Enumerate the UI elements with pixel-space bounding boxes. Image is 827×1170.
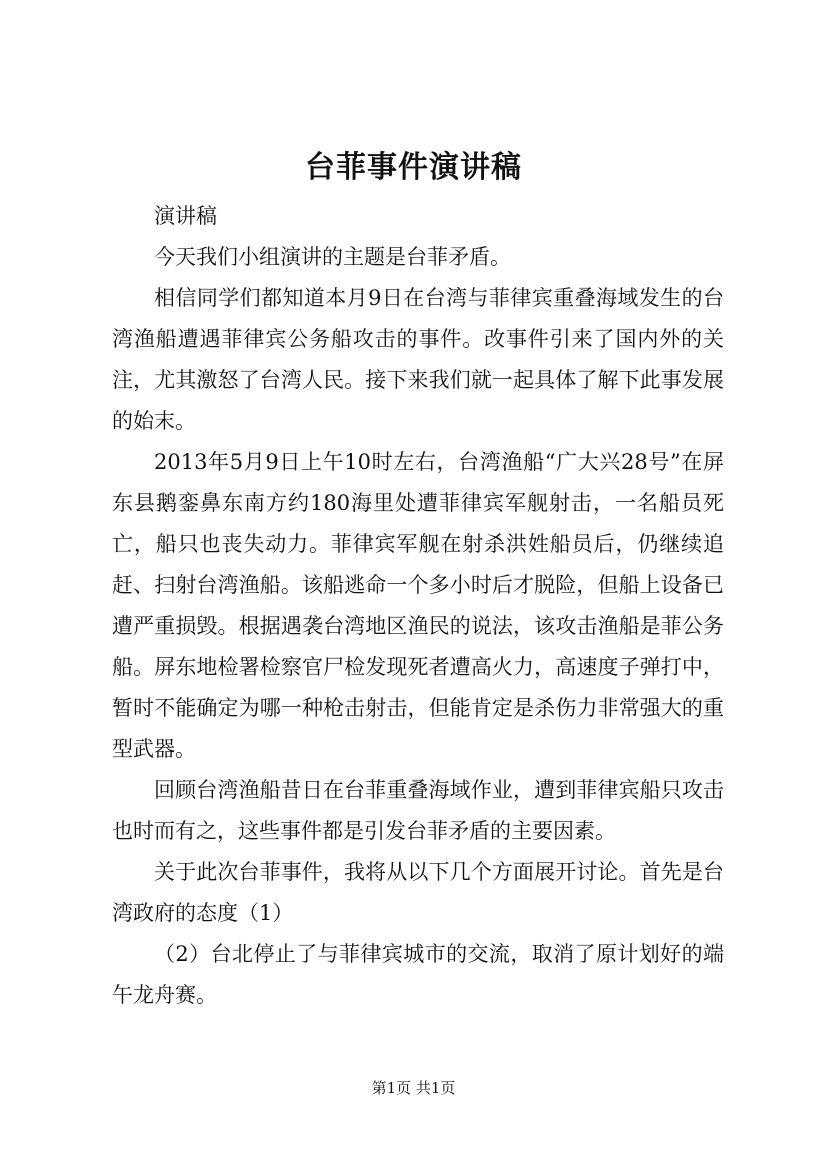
document-title: 台菲事件演讲稿 [305,150,522,185]
paragraph-intro-label: 演讲稿 [154,204,217,228]
paragraph-history: 回顾台湾渔船昔日在台菲重叠海域作业，遭到菲律宾船只攻击也时而有之，这些事件都是引发台菲矛盾的主要因素。 [112,778,724,843]
paragraph-point-2: （2）台北停止了与菲律宾城市的交流，取消了原计划好的端午龙舟赛。 [112,942,724,1007]
document-body [112,196,724,1016]
paragraph-topic: 今天我们小组演讲的主题是台菲矛盾。 [154,245,511,269]
paragraph-background: 相信同学们都知道本月9日在台湾与菲律宾重叠海域发生的台湾渔船遭遇菲律宾公务船攻击的事件。改事件引来了国内外的关注，尤其激怒了台湾人民。接下来我们就一起具体了解下此事发展的始末。 [112,286,724,433]
paragraph-discussion-outline: 关于此次台菲事件，我将从以下几个方面展开讨论。首先是台湾政府的态度（1） [112,860,724,925]
page-footer: 第1页 共1页 [371,1079,456,1097]
paragraph-incident-details: 2013年5月9日上午10时左右，台湾渔船“广大兴28号”在屏东县鹅銮鼻东南方约180海里处遭菲律宾军舰射击，一名船员死亡，船只也丧失动力。菲律宾军舰在射杀洪姓船员后，仍继续追赶、扫射台湾渔船。该船逃命一个多小时后才脱险，但船上设备已遭严重损毁。根据遇袭台湾地区渔民的说法，该攻击渔船是菲公务船。屏东地检署检察官尸检发现死者遭高火力，高速度子弹打中，暂时不能确定为哪一种枪击射击，但能肯定是杀伤力非常强大的重型武器。 [112,450,724,761]
